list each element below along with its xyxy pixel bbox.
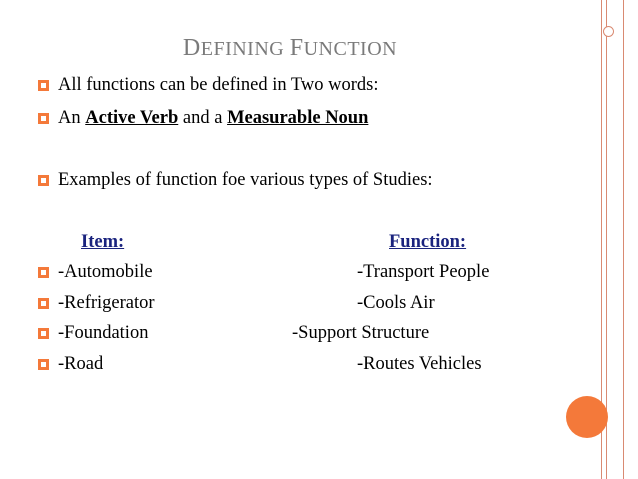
item-cell: -Foundation: [58, 323, 149, 343]
hollow-square-bullet-icon: [38, 80, 49, 91]
item-cell: -Refrigerator: [58, 293, 155, 313]
hollow-square-bullet-icon: [38, 359, 49, 370]
item-cell: -Road: [58, 354, 104, 374]
decorative-line: [606, 0, 607, 479]
hollow-square-bullet-icon: [38, 113, 49, 124]
hollow-square-bullet-icon: [38, 175, 49, 186]
function-column-header: Function:: [389, 232, 467, 252]
table-row: [0, 290, 580, 316]
text-middle: and a: [178, 108, 228, 128]
title-cap: F: [289, 35, 304, 61]
function-cell: -Support Structure: [292, 323, 430, 343]
table-row: [0, 351, 580, 377]
bullet-text: All functions can be defined in Two words:: [58, 75, 379, 95]
small-circle-icon: [603, 26, 614, 37]
bullet-text: [58, 105, 368, 131]
title-rest: EFINING: [200, 38, 285, 60]
item-column-header: Item:: [81, 232, 125, 252]
orange-circle-icon: [566, 396, 608, 438]
title-rest: UNCTION: [303, 38, 398, 60]
title-cap: D: [182, 35, 201, 61]
function-cell: -Transport People: [357, 262, 490, 282]
function-cell: -Cools Air: [357, 293, 435, 313]
table-row: [0, 320, 580, 346]
active-verb-term: Active Verb: [85, 108, 179, 128]
hollow-square-bullet-icon: [38, 267, 49, 278]
hollow-square-bullet-icon: [38, 328, 49, 339]
hollow-square-bullet-icon: [38, 298, 49, 309]
function-cell: -Routes Vehicles: [357, 354, 482, 374]
item-cell: -Automobile: [58, 262, 153, 282]
text-prefix: An: [58, 108, 86, 128]
measurable-noun-term: Measurable Noun: [227, 108, 369, 128]
table-row: [0, 259, 580, 285]
bullet-text: Examples of function foe various types of Studies:: [58, 170, 433, 190]
slide-title: [0, 35, 580, 62]
decorative-line: [623, 0, 624, 479]
